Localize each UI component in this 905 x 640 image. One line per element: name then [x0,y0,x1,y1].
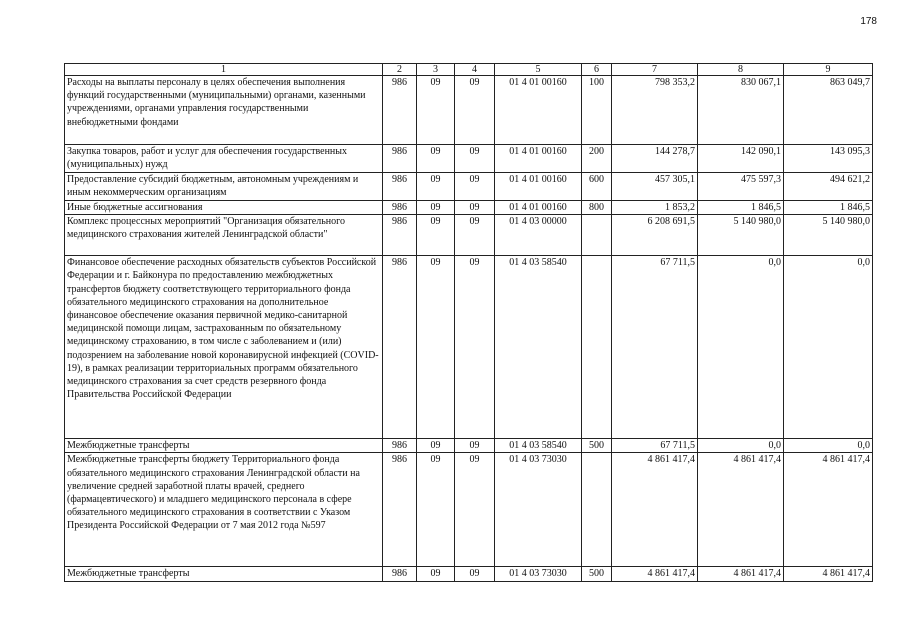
section-cell: 09 [417,173,455,201]
table-row [65,453,873,567]
row-description: Финансовое обеспечение расходных обязательств субъектов Российской Федерации и г. Байконура по предоставлению межбюджетных трансфертов бюджету соответствующего территориального фонда обязательного медицинского страхования на дополнительное финансовое обеспечение оказания первичной медико-санитарной медицинской помощи лицам, застрахованным по обязательному медицинскому страхованию, в том числе с заболеванием и (или) подозрением на заболевание новой коронавирусной инфекцией (COVID-19), в рамках реализации территориальных программ обязательного медицинского страхования за счет средств резервного фонда Правительства Российской Федерации [65,256,383,439]
amount-cell: 5 140 980,0 [698,215,784,256]
subsection-cell: 09 [455,567,495,581]
code-cell: 986 [383,439,417,453]
amount-cell: 0,0 [698,256,784,439]
target-article-cell: 01 4 01 00160 [495,173,582,201]
subsection-cell: 09 [455,201,495,215]
amount-cell: 142 090,1 [698,145,784,173]
column-header: 7 [612,64,698,76]
amount-cell: 4 861 417,4 [612,567,698,581]
column-header: 2 [383,64,417,76]
section-cell: 09 [417,201,455,215]
expense-type-cell [582,215,612,256]
amount-cell: 0,0 [784,256,873,439]
section-cell: 09 [417,453,455,567]
amount-cell: 863 049,7 [784,76,873,145]
column-header: 8 [698,64,784,76]
page-number: 178 [860,16,877,27]
code-cell: 986 [383,453,417,567]
target-article-cell: 01 4 03 73030 [495,567,582,581]
amount-cell: 4 861 417,4 [698,453,784,567]
amount-cell: 494 621,2 [784,173,873,201]
column-header: 1 [65,64,383,76]
amount-cell: 0,0 [784,439,873,453]
amount-cell: 1 853,2 [612,201,698,215]
subsection-cell: 09 [455,215,495,256]
subsection-cell: 09 [455,76,495,145]
amount-cell: 67 711,5 [612,439,698,453]
table-row [65,256,873,439]
row-description: Закупка товаров, работ и услуг для обеспечения государственных (муниципальных) нужд [65,145,383,173]
row-description: Иные бюджетные ассигнования [65,201,383,215]
expense-type-cell: 200 [582,145,612,173]
subsection-cell: 09 [455,256,495,439]
amount-cell: 830 067,1 [698,76,784,145]
table-row [65,439,873,453]
amount-cell: 798 353,2 [612,76,698,145]
amount-cell: 144 278,7 [612,145,698,173]
expense-type-cell: 800 [582,201,612,215]
table-row [65,215,873,256]
subsection-cell: 09 [455,439,495,453]
expense-type-cell: 100 [582,76,612,145]
target-article-cell: 01 4 03 73030 [495,453,582,567]
target-article-cell: 01 4 03 00000 [495,215,582,256]
expense-type-cell [582,453,612,567]
code-cell: 986 [383,145,417,173]
amount-cell: 475 597,3 [698,173,784,201]
section-cell: 09 [417,145,455,173]
expense-type-cell: 500 [582,567,612,581]
target-article-cell: 01 4 01 00160 [495,145,582,173]
code-cell: 986 [383,201,417,215]
table-row [65,173,873,201]
table-row [65,145,873,173]
amount-cell: 4 861 417,4 [784,567,873,581]
code-cell: 986 [383,76,417,145]
column-header: 6 [582,64,612,76]
row-description: Межбюджетные трансферты [65,567,383,581]
column-header: 9 [784,64,873,76]
amount-cell: 4 861 417,4 [784,453,873,567]
budget-table [64,63,873,582]
row-description: Межбюджетные трансферты бюджету Территориального фонда обязательного медицинского страхования Ленинградской области на увеличение средней заработной платы врачей, среднего (фармацевтического) и младшего медицинского персонала в сфере обязательного медицинского страхования в соответствии с Указом Президента Российской Федерации от 7 мая 2012 года №597 [65,453,383,567]
section-cell: 09 [417,439,455,453]
subsection-cell: 09 [455,173,495,201]
amount-cell: 457 305,1 [612,173,698,201]
row-description: Предоставление субсидий бюджетным, автономным учреждениям и иным некоммерческим организациям [65,173,383,201]
code-cell: 986 [383,256,417,439]
table-row [65,567,873,581]
amount-cell: 143 095,3 [784,145,873,173]
code-cell: 986 [383,173,417,201]
row-description: Расходы на выплаты персоналу в целях обеспечения выполнения функций государственными (муниципальными) органами, казенными учреждениями, органами управления государственными внебюджетными фондами [65,76,383,145]
amount-cell: 1 846,5 [784,201,873,215]
section-cell: 09 [417,256,455,439]
row-description: Межбюджетные трансферты [65,439,383,453]
code-cell: 986 [383,215,417,256]
amount-cell: 6 208 691,5 [612,215,698,256]
target-article-cell: 01 4 03 58540 [495,439,582,453]
row-description: Комплекс процессных мероприятий "Организация обязательного медицинского страхования жителей Ленинградской области" [65,215,383,256]
target-article-cell: 01 4 01 00160 [495,76,582,145]
expense-type-cell [582,256,612,439]
amount-cell: 0,0 [698,439,784,453]
amount-cell: 67 711,5 [612,256,698,439]
subsection-cell: 09 [455,145,495,173]
column-header: 4 [455,64,495,76]
amount-cell: 4 861 417,4 [612,453,698,567]
amount-cell: 5 140 980,0 [784,215,873,256]
subsection-cell: 09 [455,453,495,567]
section-cell: 09 [417,567,455,581]
code-cell: 986 [383,567,417,581]
section-cell: 09 [417,76,455,145]
section-cell: 09 [417,215,455,256]
expense-type-cell: 500 [582,439,612,453]
column-header: 3 [417,64,455,76]
table-row [65,201,873,215]
table-row [65,76,873,145]
header-row [65,64,873,76]
amount-cell: 1 846,5 [698,201,784,215]
amount-cell: 4 861 417,4 [698,567,784,581]
target-article-cell: 01 4 03 58540 [495,256,582,439]
expense-type-cell: 600 [582,173,612,201]
column-header: 5 [495,64,582,76]
target-article-cell: 01 4 01 00160 [495,201,582,215]
